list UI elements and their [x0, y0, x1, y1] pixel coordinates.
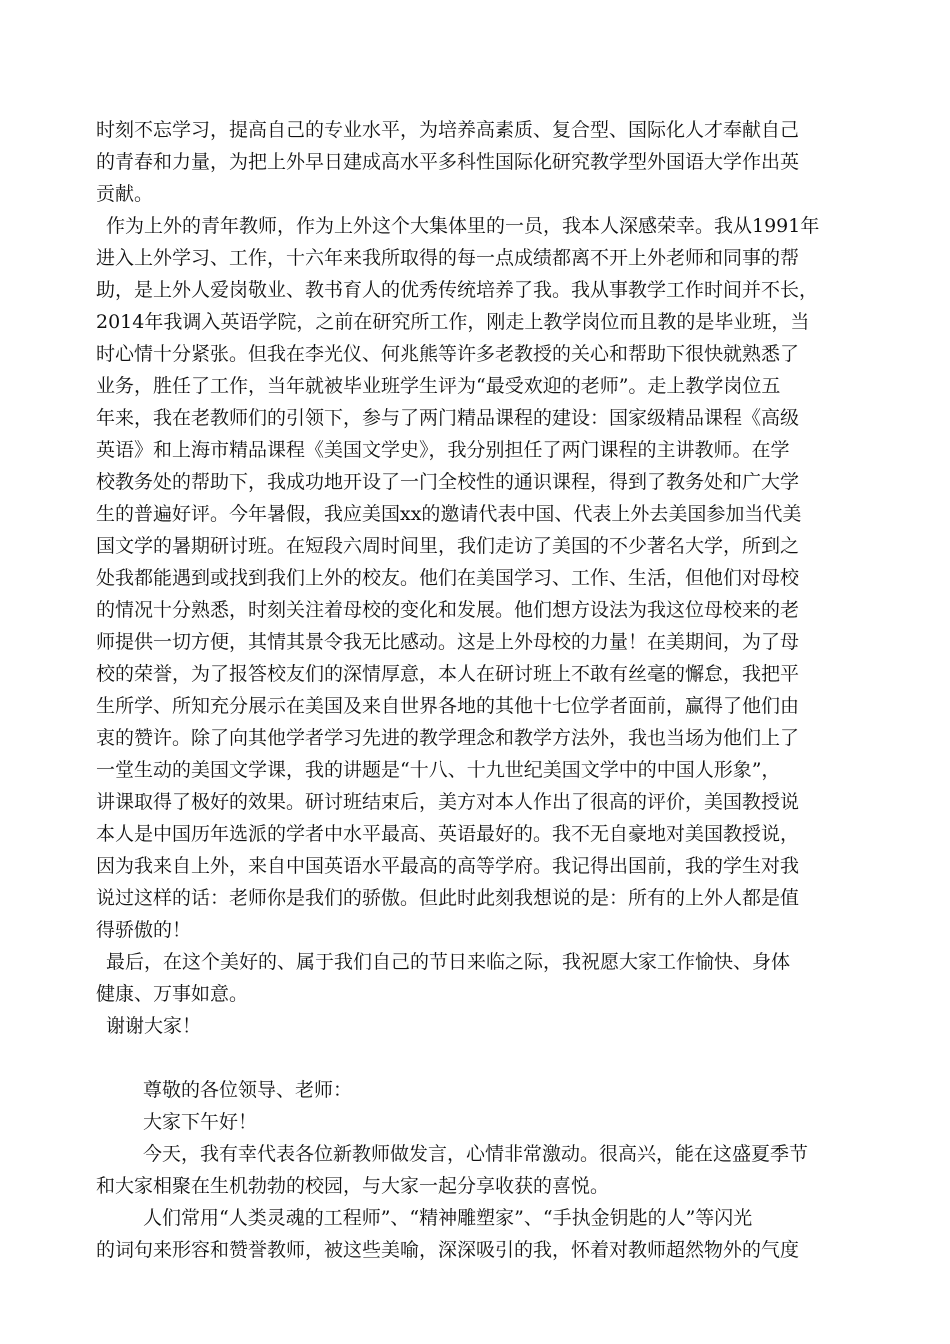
text-line: 人们常用“人类灵魂的工程师”、“精神雕塑家”、“手执金钥匙的人”等闪光: [143, 1207, 753, 1229]
text-line: 年来，我在老教师们的引领下，参与了两门精品课程的建设：国家级精品课程《高级: [96, 407, 800, 429]
text-line: 因为我来自上外，来自中国英语水平最高的高等学府。我记得出国前，我的学生对我: [96, 855, 800, 877]
text-line: 健康、万事如意。: [96, 983, 249, 1005]
text-line: 英语》和上海市精品课程《美国文学史》，我分别担任了两门课程的主讲教师。在学: [96, 439, 790, 461]
text-line: 的情况十分熟悉，时刻关注着母校的变化和发展。他们想方设法为我这位母校来的老: [96, 599, 800, 621]
text-line: 助，是上外人爱岗敬业、教书育人的优秀传统培养了我。我从事教学工作时间并不长，: [96, 279, 819, 301]
text-line: 尊敬的各位领导、老师：: [143, 1079, 353, 1101]
text-line: 生所学、所知充分展示在美国及来自世界各地的其他十七位学者面前，赢得了他们由: [96, 695, 800, 717]
text-line: 最后，在这个美好的、属于我们自己的节日来临之际，我祝愿大家工作愉快、身体: [106, 951, 791, 973]
text-line: 说过这样的话：老师你是我们的骄傲。但此时此刻我想说的是：所有的上外人都是值: [96, 887, 800, 909]
text-line: 得骄傲的！: [96, 919, 192, 941]
text-line: 进入上外学习、工作，十六年来我所取得的每一点成绩都离不开上外老师和同事的帮: [96, 247, 800, 269]
text-line: 时心情十分紧张。但我在李光仪、何兆熊等许多老教授的关心和帮助下很快就熟悉了: [96, 343, 800, 365]
text-line: 作为上外的青年教师，作为上外这个大集体里的一员，我本人深感荣幸。我从1991年: [106, 215, 820, 237]
text-line: 时刻不忘学习，提高自己的专业水平，为培养高素质、复合型、国际化人才奉献自己: [96, 119, 800, 141]
text-line: 业务，胜任了工作，当年就被毕业班学生评为“最受欢迎的老师”。走上教学岗位五: [96, 375, 781, 397]
text-line: 和大家相聚在生机勃勃的校园，与大家一起分享收获的喜悦。: [96, 1175, 610, 1197]
text-line: 今天，我有幸代表各位新教师做发言，心情非常激动。很高兴，能在这盛夏季节: [143, 1143, 809, 1165]
text-line: 大家下午好！: [143, 1111, 258, 1133]
text-line: 谢谢大家！: [106, 1015, 202, 1037]
text-line: 校的荣誉，为了报答校友们的深情厚意，本人在研讨班上不敢有丝毫的懈怠，我把平: [96, 663, 800, 685]
text-line: 本人是中国历年选派的学者中水平最高、英语最好的。我不无自豪地对美国教授说，: [96, 823, 800, 845]
text-line: 处我都能遇到或找到我们上外的校友。他们在美国学习、工作、生活，但他们对母校: [96, 567, 800, 589]
text-line: 国文学的暑期研讨班。在短段六周时间里，我们走访了美国的不少著名大学，所到之: [96, 535, 800, 557]
text-line: 的青春和力量，为把上外早日建成高水平多科性国际化研究教学型外国语大学作出英: [96, 151, 800, 173]
text-line: 一堂生动的美国文学课，我的讲题是“十八、十九世纪美国文学中的中国人形象”，: [96, 759, 781, 781]
text-line: 贡献。: [96, 183, 154, 205]
text-line: 生的普遍好评。今年暑假，我应美国xx的邀请代表中国、代表上外去美国参加当代美: [96, 503, 802, 525]
text-line: 讲课取得了极好的效果。研讨班结束后，美方对本人作出了很高的评价，美国教授说: [96, 791, 800, 813]
text-line: 衷的赞许。除了向其他学者学习先进的教学理念和教学方法外，我也当场为他们上了: [96, 727, 800, 749]
text-line: 师提供一切方便，其情其景令我无比感动。这是上外母校的力量！在美期间，为了母: [96, 631, 800, 653]
text-line: 2014年我调入英语学院，之前在研究所工作，刚走上教学岗位而且教的是毕业班，当: [96, 311, 810, 333]
text-line: 的词句来形容和赞誉教师，被这些美喻，深深吸引的我，怀着对教师超然物外的气度: [96, 1239, 800, 1261]
text-line: 校教务处的帮助下，我成功地开设了一门全校性的通识课程，得到了教务处和广大学: [96, 471, 800, 493]
